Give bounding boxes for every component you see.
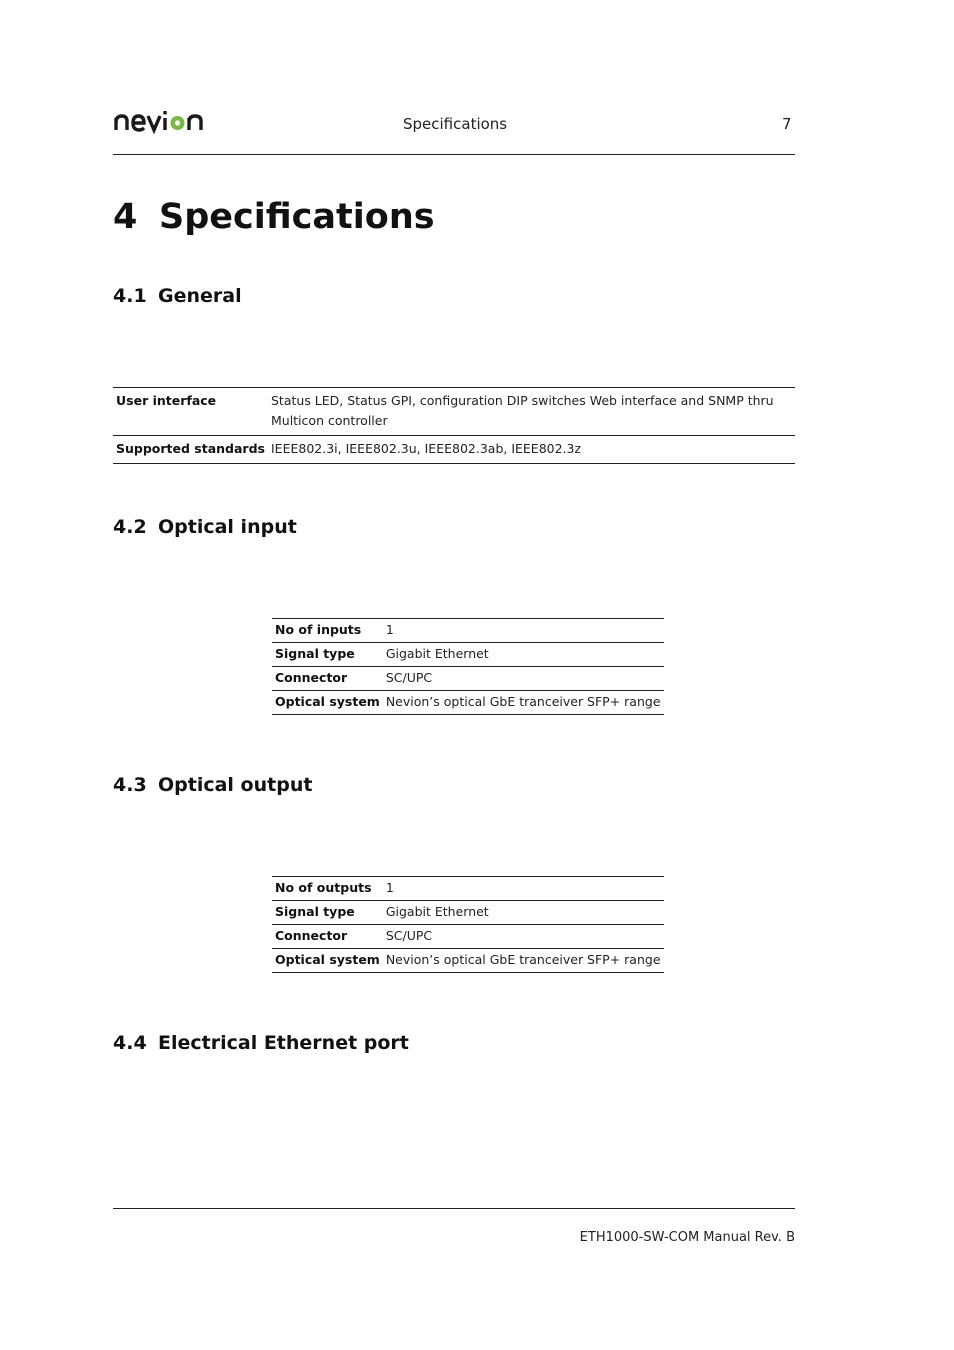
- chapter-heading: [113, 197, 435, 237]
- section-title: Electrical Ethernet port: [158, 1032, 409, 1054]
- spec-value: 1: [383, 619, 664, 643]
- spec-key: Connector: [272, 925, 383, 949]
- optical-output-spec-table: [272, 876, 664, 973]
- nevion-logo: [113, 108, 207, 134]
- spec-value: Nevion’s optical GbE tranceiver SFP+ range: [383, 691, 664, 715]
- section-number: 4.2: [113, 516, 147, 538]
- spec-value: Status LED, Status GPI, configuration DIP switches Web interface and SNMP thru Multicon controller: [268, 388, 795, 436]
- section-heading-general: [113, 285, 242, 307]
- section-number: 4.1: [113, 285, 147, 307]
- table-row: [272, 877, 664, 901]
- spec-value: SC/UPC: [383, 925, 664, 949]
- spec-key: User interface: [113, 388, 268, 436]
- spec-key: Optical system: [272, 691, 383, 715]
- page-number: 7: [782, 115, 792, 133]
- spec-key: No of inputs: [272, 619, 383, 643]
- footer-document-id: ETH1000-SW-COM Manual Rev. B: [579, 1230, 795, 1245]
- spec-value: SC/UPC: [383, 667, 664, 691]
- running-header-title: Specifications: [403, 115, 508, 133]
- section-number: 4.3: [113, 774, 147, 796]
- table-row: [272, 949, 664, 973]
- spec-value: Nevion’s optical GbE tranceiver SFP+ range: [383, 949, 664, 973]
- section-title: General: [158, 285, 242, 307]
- section-number: 4.4: [113, 1032, 147, 1054]
- section-heading-optical-output: [113, 774, 312, 796]
- optical-input-spec-table: [272, 618, 664, 715]
- spec-key: Supported standards: [113, 436, 268, 464]
- table-row: [272, 619, 664, 643]
- spec-key: Connector: [272, 667, 383, 691]
- section-heading-optical-input: [113, 516, 297, 538]
- table-row: [272, 691, 664, 715]
- chapter-number: 4: [113, 197, 138, 237]
- section-heading-electrical-ethernet-port: [113, 1032, 409, 1054]
- spec-value: 1: [383, 877, 664, 901]
- section-title: Optical input: [158, 516, 297, 538]
- table-row: [272, 667, 664, 691]
- spec-key: No of outputs: [272, 877, 383, 901]
- chapter-title: Specifications: [159, 197, 435, 237]
- footer-divider: [113, 1208, 795, 1209]
- table-row: [272, 901, 664, 925]
- table-row: [113, 436, 795, 464]
- spec-key: Signal type: [272, 901, 383, 925]
- spec-key: Optical system: [272, 949, 383, 973]
- spec-value: Gigabit Ethernet: [383, 901, 664, 925]
- spec-value: IEEE802.3i, IEEE802.3u, IEEE802.3ab, IEEE802.3z: [268, 436, 795, 464]
- spec-value: Gigabit Ethernet: [383, 643, 664, 667]
- spec-key: Signal type: [272, 643, 383, 667]
- section-title: Optical output: [158, 774, 313, 796]
- header-divider: [113, 154, 795, 155]
- table-row: [272, 643, 664, 667]
- table-row: [272, 925, 664, 949]
- table-row: [113, 388, 795, 436]
- general-spec-table: [113, 387, 795, 464]
